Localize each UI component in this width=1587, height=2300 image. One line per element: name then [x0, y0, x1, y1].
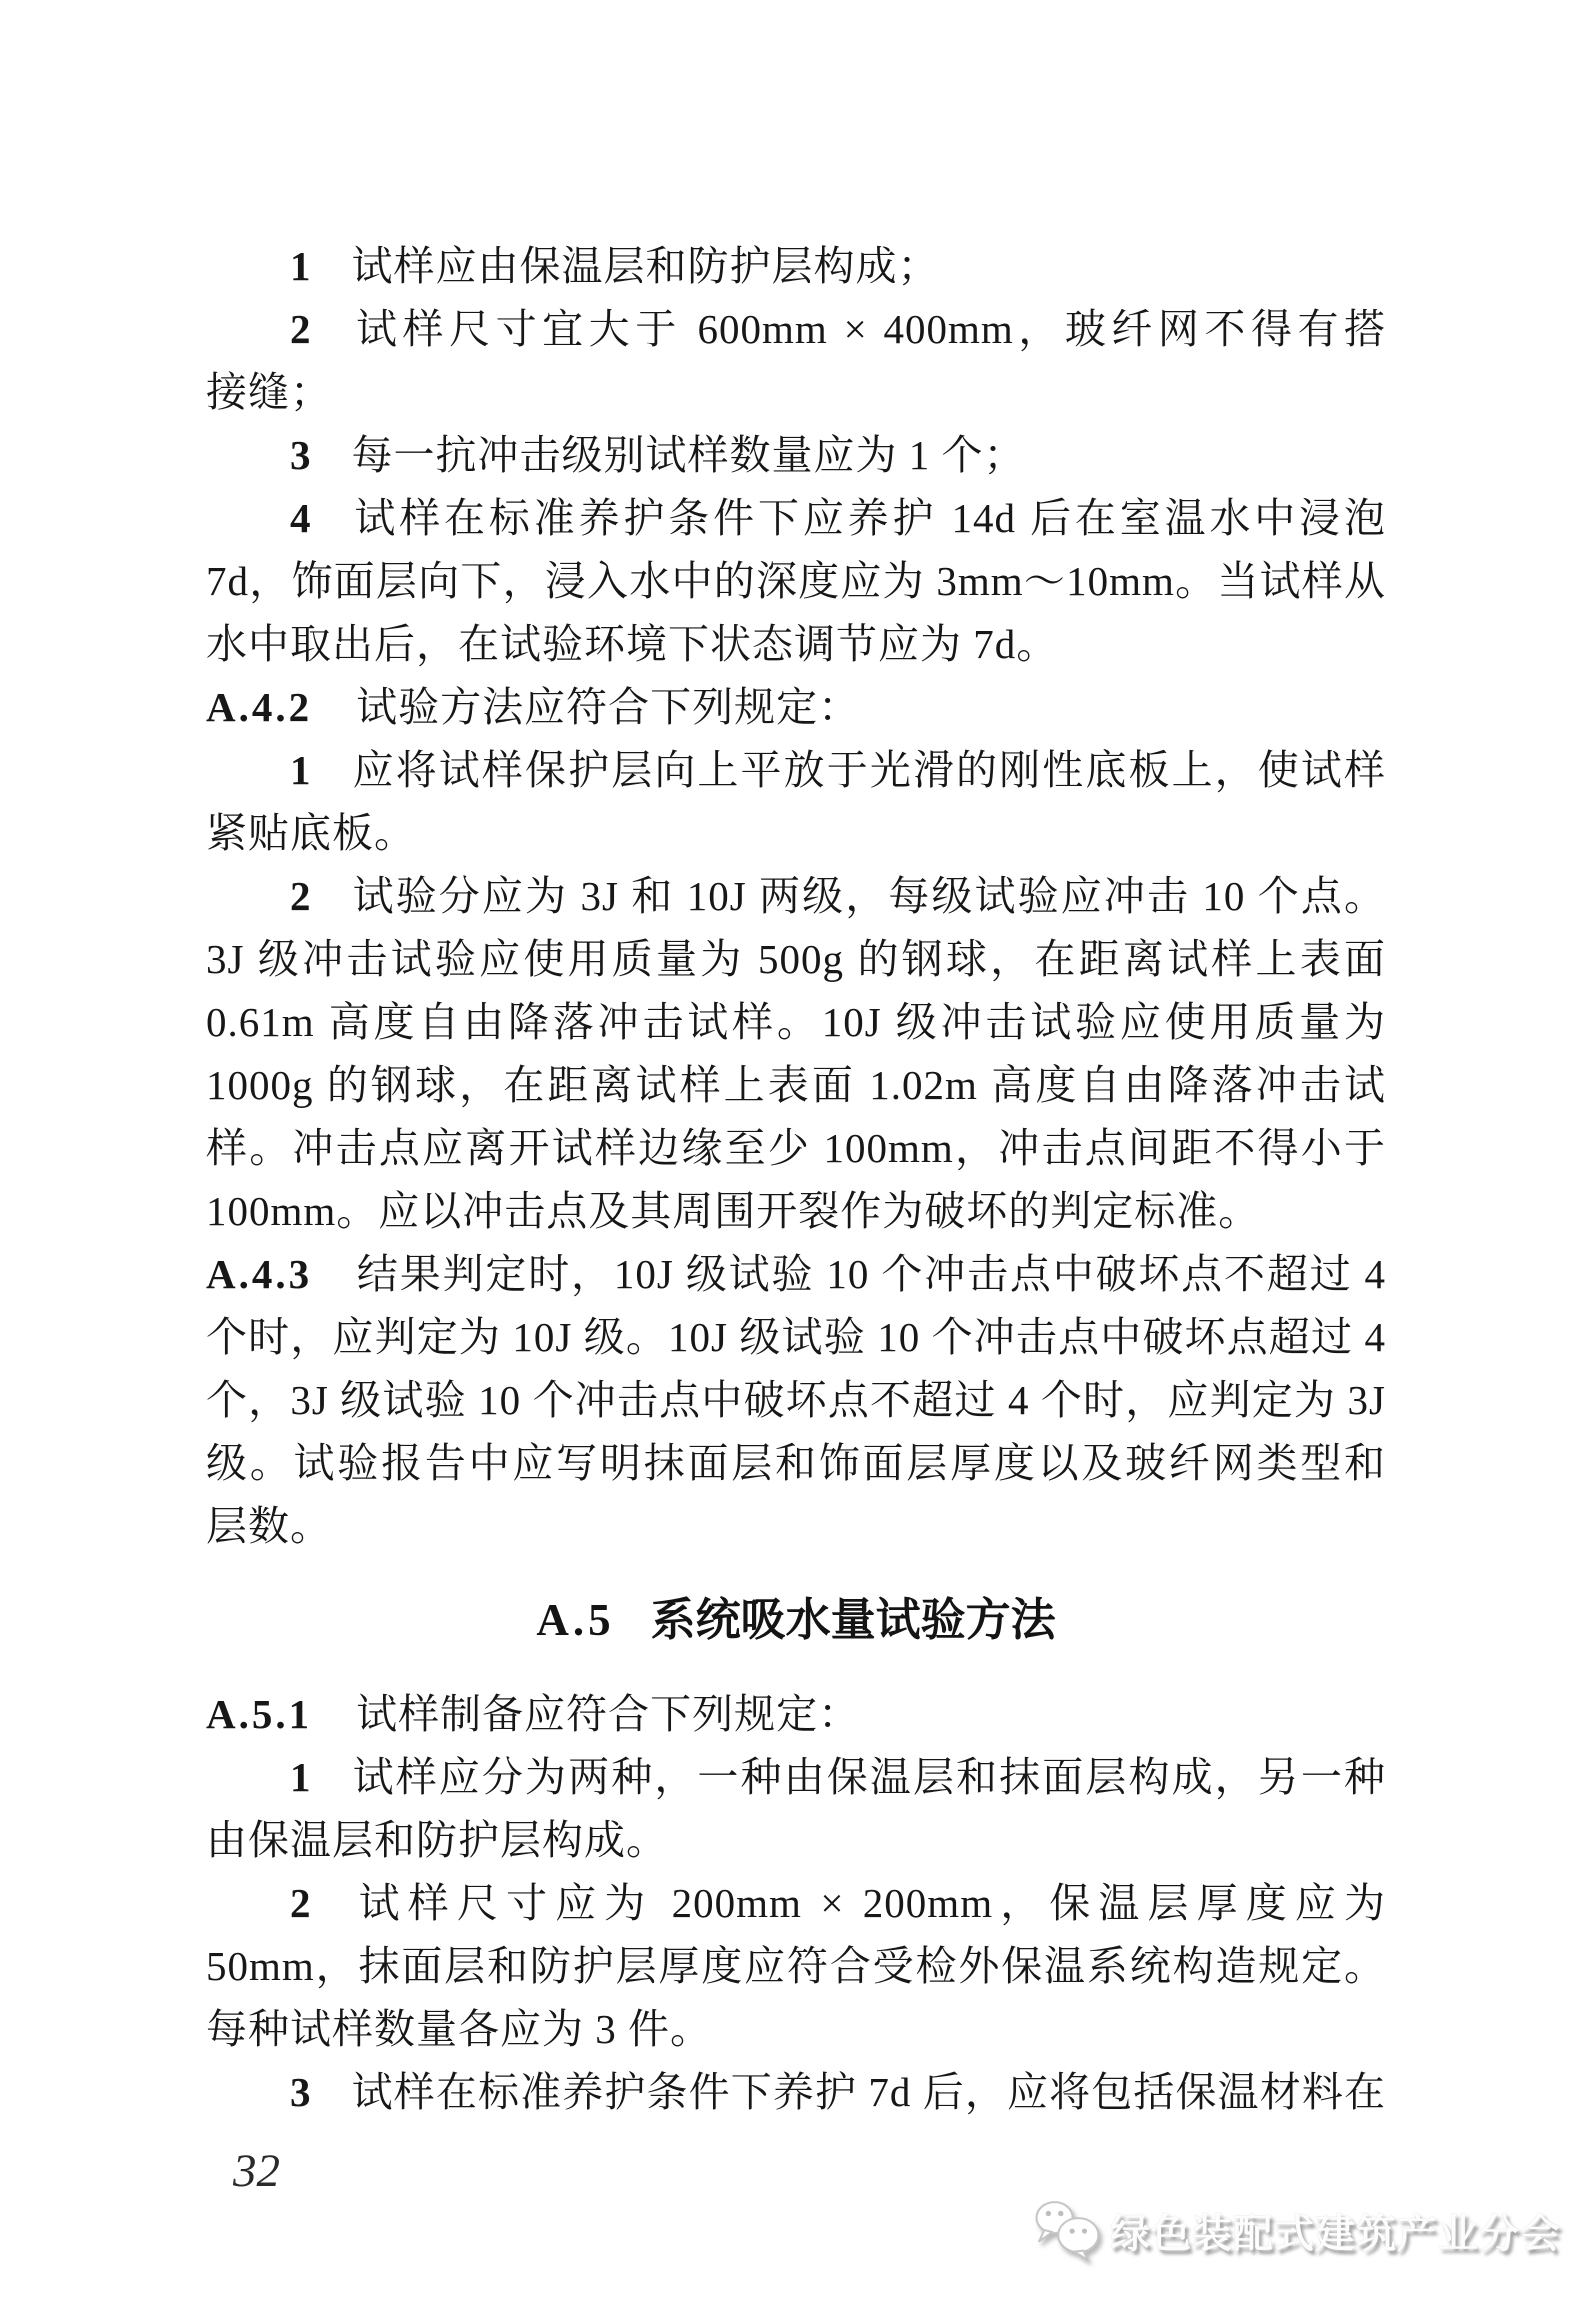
item-number: 1: [290, 243, 312, 289]
line-text: 每种试样数量各应为 3 件。: [206, 2006, 712, 2052]
watermark: [1032, 2198, 1561, 2262]
item-number: 3: [290, 2069, 312, 2115]
text-line: [206, 298, 1386, 361]
clause-line: [206, 676, 1386, 739]
section-number: A.5: [536, 1595, 615, 1645]
text-line: [206, 1180, 1386, 1243]
document-body: [206, 235, 1386, 2124]
line-text: 50mm，抹面层和防护层厚度应符合受检外保温系统构造规定。: [206, 1943, 1386, 1989]
line-text: 级。试验报告中应写明抹面层和饰面层厚度以及玻纤网类型和: [206, 1440, 1386, 1486]
line-text: 试样尺寸应为 200mm × 200mm，保温层厚度应为: [351, 1880, 1386, 1926]
text-line: [206, 991, 1386, 1054]
text-line: [206, 1306, 1386, 1369]
text-line: [206, 1495, 1386, 1558]
clause-line: [206, 1243, 1386, 1306]
line-text: 应将试样保护层向上平放于光滑的刚性底板上，使试样: [351, 747, 1386, 793]
line-text: 1000g 的钢球，在距离试样上表面 1.02m 高度自由降落冲击试: [206, 1062, 1386, 1108]
line-text: 每一抗冲击级别试样数量应为 1 个；: [351, 432, 1026, 478]
text-line: [206, 1369, 1386, 1432]
line-text: 水中取出后，在试验环境下状态调节应为 7d。: [206, 621, 1059, 667]
line-text: 个，3J 级试验 10 个冲击点中破坏点不超过 4 个时，应判定为 3J: [206, 1377, 1386, 1423]
line-text: 0.61m 高度自由降落冲击试样。10J 级冲击试验应使用质量为: [206, 999, 1386, 1045]
item-number: 1: [290, 1754, 312, 1800]
line-text: 紧贴底板。: [206, 810, 416, 856]
item-number: 2: [290, 873, 312, 919]
line-text: 样。冲击点应离开试样边缘至少 100mm，冲击点间距不得小于: [206, 1125, 1386, 1171]
text-line: [206, 1809, 1386, 1872]
line-text: 试样在标准养护条件下应养护 14d 后在室温水中浸泡: [351, 495, 1386, 541]
clause-number: A.4.3: [206, 1251, 313, 1297]
text-line: [206, 928, 1386, 991]
text-line: [206, 487, 1386, 550]
line-text: 7d，饰面层向下，浸入水中的深度应为 3mm～10mm。当试样从: [206, 558, 1386, 604]
text-line: [206, 739, 1386, 802]
text-line: [206, 550, 1386, 613]
text-line: [206, 1054, 1386, 1117]
clause-number: A.4.2: [206, 684, 313, 730]
wechat-icon: [1032, 2198, 1104, 2262]
line-text: 试样制备应符合下列规定：: [356, 1691, 861, 1737]
line-text: 个时，应判定为 10J 级。10J 级试验 10 个冲击点中破坏点超过 4: [206, 1314, 1386, 1360]
page-number: 32: [233, 2145, 280, 2197]
line-text: 试样应由保温层和防护层构成；: [351, 243, 940, 289]
section-heading: [206, 1588, 1386, 1651]
text-line: [206, 235, 1386, 298]
text-line: [206, 1935, 1386, 1998]
item-number: 4: [290, 495, 312, 541]
clause-line: [206, 1683, 1386, 1746]
text-line: [206, 424, 1386, 487]
line-text: 试验分应为 3J 和 10J 两级，每级试验应冲击 10 个点。: [351, 873, 1386, 919]
text-line: [206, 865, 1386, 928]
text-line: [206, 802, 1386, 865]
line-text: 试样尺寸宜大于 600mm × 400mm，玻纤网不得有搭: [351, 306, 1386, 352]
item-number: 2: [290, 1880, 312, 1926]
text-line: [206, 1872, 1386, 1935]
text-line: [206, 1998, 1386, 2061]
item-number: 2: [290, 306, 312, 352]
line-text: 100mm。应以冲击点及其周围开裂作为破坏的判定标准。: [206, 1188, 1261, 1234]
line-text: 接缝；: [206, 369, 332, 415]
section-title: 系统吸水量试验方法: [650, 1594, 1056, 1645]
item-number: 1: [290, 747, 312, 793]
text-line: [206, 2061, 1386, 2124]
line-text: 试样在标准养护条件下养护 7d 后，应将包括保温材料在: [351, 2069, 1386, 2115]
watermark-text: 绿色装配式建筑产业分会: [1110, 2211, 1561, 2256]
line-text: 3J 级冲击试验应使用质量为 500g 的钢球，在距离试样上表面: [206, 936, 1386, 982]
line-text: 试样应分为两种，一种由保温层和抹面层构成，另一种: [351, 1754, 1386, 1800]
text-line: [206, 613, 1386, 676]
text-line: [206, 1746, 1386, 1809]
line-text: 由保温层和防护层构成。: [206, 1817, 668, 1863]
text-line: [206, 1432, 1386, 1495]
text-line: [206, 361, 1386, 424]
line-text: 结果判定时，10J 级试验 10 个冲击点中破坏点不超过 4: [356, 1251, 1386, 1297]
clause-number: A.5.1: [206, 1691, 313, 1737]
line-text: 试验方法应符合下列规定：: [356, 684, 861, 730]
line-text: 层数。: [206, 1503, 332, 1549]
text-line: [206, 1117, 1386, 1180]
item-number: 3: [290, 432, 312, 478]
